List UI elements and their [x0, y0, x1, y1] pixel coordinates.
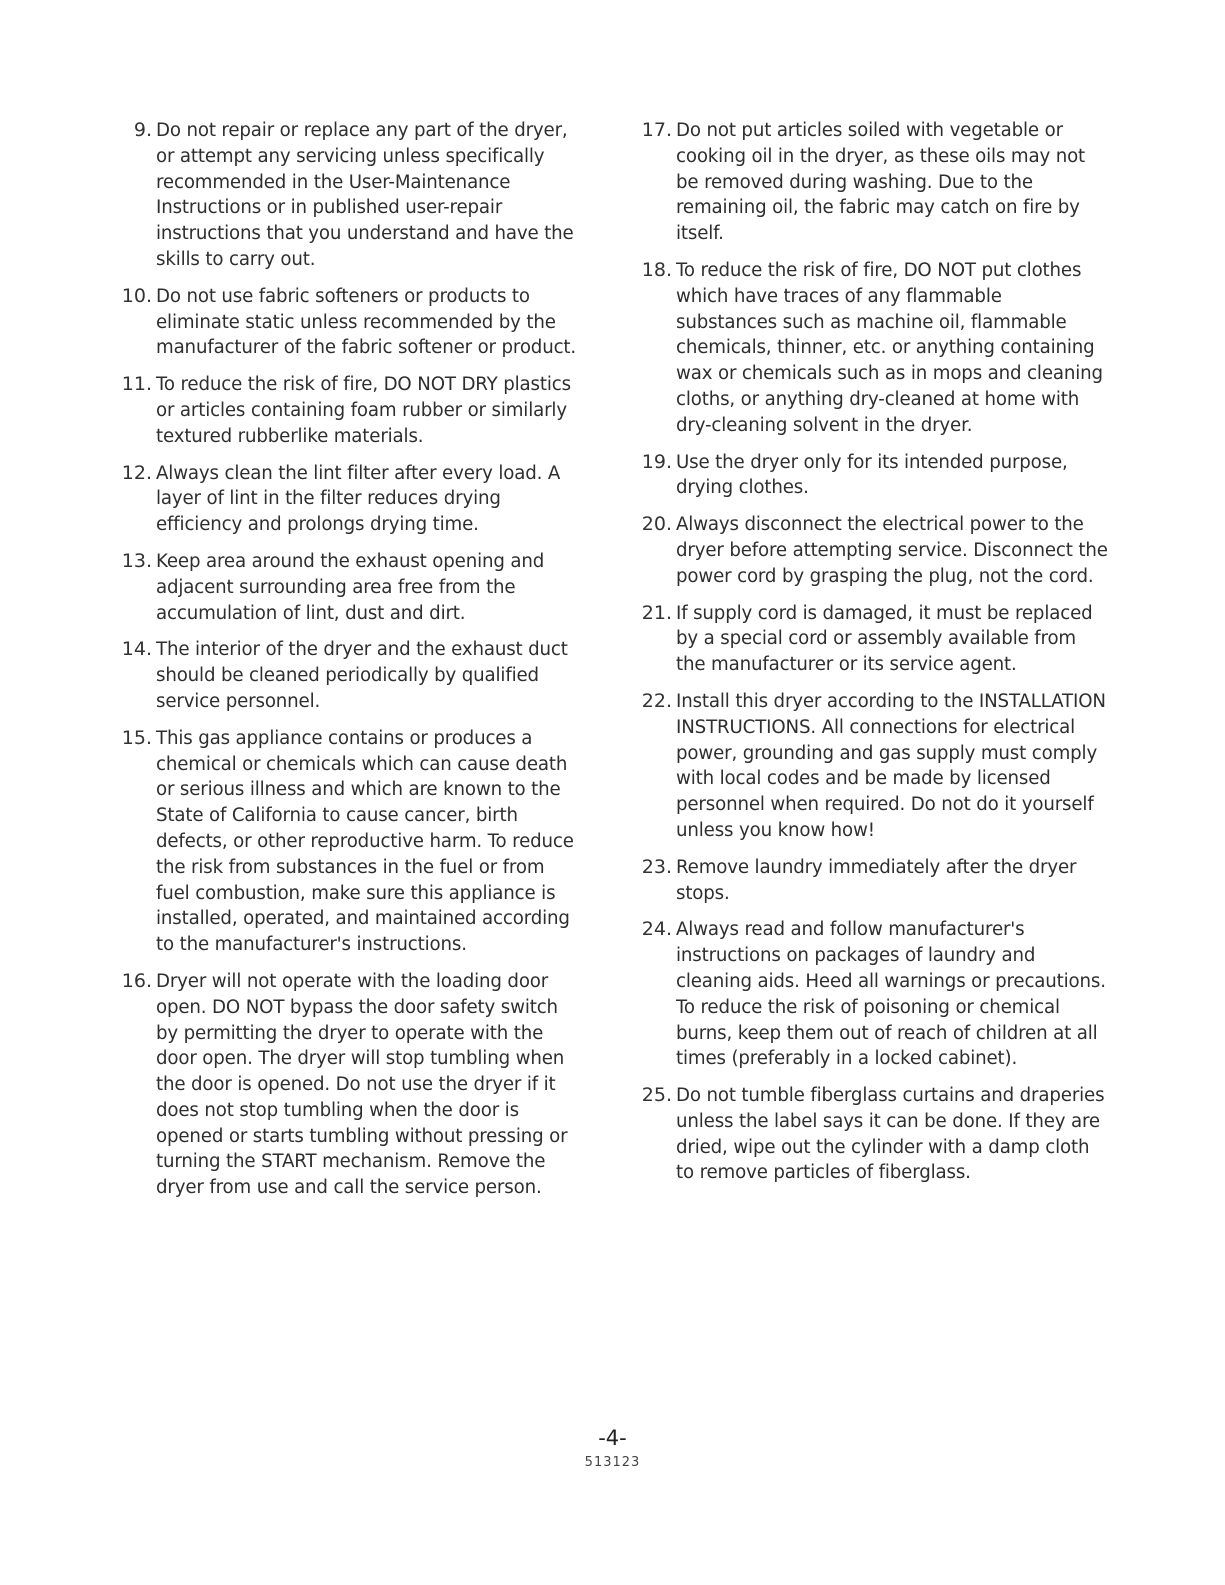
- list-item: [110, 549, 580, 626]
- item-number: 10.: [121, 284, 152, 307]
- item-number: 19.: [641, 450, 672, 473]
- item-number: 11.: [121, 373, 152, 396]
- item-text: Do not repair or replace any part of the dryer, or attempt any servicing unless specifically recommended in the User-Maintenance Instructions or in published user-repair instructions that you understand and have the skills to carry out.: [156, 120, 574, 270]
- item-text: This gas appliance contains or produces a chemical or chemicals which can cause death or serious illness and which are known to the State of California to cause cancer, birth defects, or other reproductive harm. To reduce the risk from substances in the fuel or from fuel combustion, make sure this appliance is installed, operated, and maintained according to the manufacturer's instructions.: [156, 727, 574, 956]
- item-number: 15.: [121, 726, 152, 749]
- item-number: 14.: [121, 638, 152, 661]
- list-item: [110, 637, 580, 714]
- list-item: [110, 372, 580, 449]
- item-text: Install this dryer according to the INSTALLATION INSTRUCTIONS. All connections for electrical power, grounding and gas supply must comply with local codes and be made by licensed personnel when required. Do not do it yourself unless you know how!: [676, 690, 1106, 841]
- list-item: [630, 118, 1108, 247]
- item-number: 12.: [121, 461, 152, 484]
- item-number: 20.: [641, 513, 672, 536]
- item-text: Do not tumble fiberglass curtains and draperies unless the label says it can be done. If they are dried, wipe out the cylinder with a damp cloth to remove particles of fiberglass.: [676, 1085, 1105, 1184]
- item-text: Do not put articles soiled with vegetable or cooking oil in the dryer, as these oils may not be removed during washing. Due to the remaining oil, the fabric may catch on fire by itself.: [676, 120, 1086, 245]
- list-item: [110, 118, 580, 273]
- item-number: 9.: [133, 119, 152, 141]
- item-number: 18.: [641, 258, 672, 281]
- list-item: [630, 1083, 1108, 1186]
- item-text: Always disconnect the electrical power to the dryer before attempting service. Disconnect the power cord by grasping the plug, not the cord.: [676, 514, 1108, 587]
- item-text: If supply cord is damaged, it must be replaced by a special cord or assembly available from the manufacturer or its service agent.: [676, 602, 1093, 676]
- item-number: 25.: [641, 1084, 672, 1107]
- right-column: [630, 118, 1108, 1197]
- list-item: [630, 689, 1108, 844]
- item-text: To reduce the risk of fire, DO NOT DRY plastics or articles containing foam rubber or similarly textured rubberlike materials.: [156, 374, 571, 447]
- list-item: [110, 726, 580, 958]
- item-text: Use the dryer only for its intended purpose, drying clothes.: [676, 451, 1068, 499]
- item-text: The interior of the dryer and the exhaust duct should be cleaned periodically by qualified service personnel.: [156, 639, 568, 712]
- item-number: 21.: [641, 601, 672, 624]
- item-text: Dryer will not operate with the loading door open. DO NOT bypass the door safety switch by permitting the dryer to operate with the door open. The dryer will stop tumbling when the door is opened. Do not use the dryer if it does not stop tumbling when the door is opened or starts tumbling without pressing or turning the START mechanism. Remove the dryer from use and call the service person.: [156, 970, 568, 1199]
- list-item: [110, 969, 580, 1201]
- item-number: 13.: [121, 549, 152, 572]
- item-text: Always clean the lint filter after every load. A layer of lint in the filter reduces drying efficiency and prolongs drying time.: [156, 462, 561, 536]
- item-text: Do not use fabric softeners or products to eliminate static unless recommended by the manufacturer of the fabric softener or product.: [156, 285, 577, 359]
- item-text: Keep area around the exhaust opening and adjacent surrounding area free from the accumulation of lint, dust and dirt.: [156, 550, 545, 624]
- list-item: [630, 855, 1108, 907]
- list-item: [110, 461, 580, 538]
- list-item: [110, 284, 580, 361]
- item-number: 24.: [641, 918, 672, 941]
- item-text: To reduce the risk of fire, DO NOT put clothes which have traces of any flammable substances such as machine oil, flammable chemicals, thinner, etc. or anything containing wax or chemicals such as in mops and cleaning cloths, or anything dry-cleaned at home with dry-cleaning solvent in the dryer.: [676, 259, 1103, 436]
- item-text: Always read and follow manufacturer's instructions on packages of laundry and cleaning aids. Heed all warnings or precautions. To reduce the risk of poisoning or chemical burns, keep them out of reach of children at all times (preferably in a locked cabinet).: [676, 919, 1106, 1070]
- document-code: 513123: [584, 1455, 641, 1470]
- item-number: 16.: [121, 969, 152, 992]
- list-item: [630, 917, 1108, 1072]
- item-number: 22.: [641, 689, 672, 712]
- left-column: [110, 118, 580, 1212]
- item-number: 23.: [641, 855, 672, 878]
- item-text: Remove laundry immediately after the dryer stops.: [676, 856, 1077, 904]
- list-item: [630, 258, 1108, 439]
- list-item: [630, 450, 1108, 502]
- list-item: [630, 601, 1108, 678]
- item-number: 17.: [641, 119, 672, 141]
- page-number: -4-: [598, 1426, 627, 1450]
- list-item: [630, 512, 1108, 589]
